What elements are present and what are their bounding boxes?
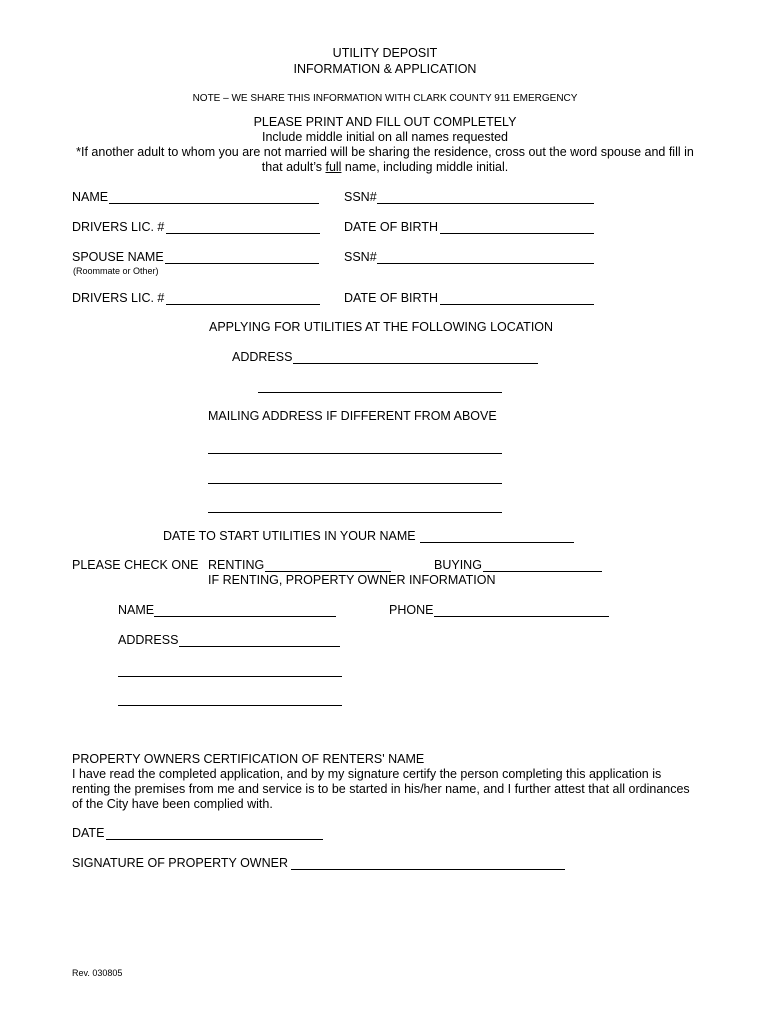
instruction-full-name-pre: that adult’s [261, 160, 326, 174]
drivers-lic-field[interactable] [166, 233, 320, 234]
certification-text-line1: I have read the completed application, and by my signature certify the person completing this application is [72, 767, 662, 781]
ssn2-field[interactable] [377, 263, 594, 264]
renting-label: RENTING [208, 558, 265, 572]
mailing-address-field-3[interactable] [208, 512, 502, 513]
owner-name-label: NAME [118, 603, 155, 617]
buying-field[interactable] [483, 571, 602, 572]
owner-phone-label: PHONE [389, 603, 434, 617]
ssn2-label: SSN# [344, 250, 377, 264]
owner-address-field-3[interactable] [118, 705, 342, 706]
owner-name-field[interactable] [154, 616, 336, 617]
mailing-address-field-2[interactable] [208, 483, 502, 484]
name-label: NAME [72, 190, 109, 204]
address-field-2[interactable] [258, 392, 502, 393]
dob-field[interactable] [440, 233, 594, 234]
owner-address-field-1[interactable] [179, 646, 340, 647]
owner-address-label: ADDRESS [118, 633, 179, 647]
drivers-lic-label: DRIVERS LIC. # [72, 220, 165, 234]
owner-info-heading: IF RENTING, PROPERTY OWNER INFORMATION [208, 573, 496, 587]
mailing-address-field-1[interactable] [208, 453, 502, 454]
form-title-line1: UTILITY DEPOSIT [332, 46, 438, 60]
certification-heading: PROPERTY OWNERS CERTIFICATION OF RENTERS' NAME [72, 752, 425, 766]
cert-date-label: DATE [72, 826, 105, 840]
instruction-full-underlined: full [325, 160, 342, 174]
ssn-label: SSN# [344, 190, 377, 204]
drivers-lic2-field[interactable] [166, 304, 320, 305]
owner-signature-field[interactable] [291, 869, 565, 870]
form-title-line2: INFORMATION & APPLICATION [293, 62, 477, 76]
start-date-label: DATE TO START UTILITIES IN YOUR NAME [163, 529, 416, 543]
owner-phone-field[interactable] [434, 616, 609, 617]
owner-signature-label: SIGNATURE OF PROPERTY OWNER [72, 856, 288, 870]
renting-field[interactable] [265, 571, 391, 572]
mailing-heading: MAILING ADDRESS IF DIFFERENT FROM ABOVE [208, 409, 497, 423]
dob2-field[interactable] [440, 304, 594, 305]
spouse-roommate-note: (Roommate or Other) [73, 266, 159, 276]
certification-text-line3: of the City have been complied with. [72, 797, 273, 811]
dob2-label: DATE OF BIRTH [344, 291, 438, 305]
ssn-field[interactable] [377, 203, 594, 204]
buying-label: BUYING [434, 558, 482, 572]
drivers-lic2-label: DRIVERS LIC. # [72, 291, 165, 305]
address-field-1[interactable] [293, 363, 538, 364]
emergency-note: NOTE – WE SHARE THIS INFORMATION WITH CLARK COUNTY 911 EMERGENCY [192, 93, 578, 104]
cert-date-field[interactable] [106, 839, 323, 840]
spouse-name-label: SPOUSE NAME [72, 250, 164, 264]
name-field[interactable] [109, 203, 319, 204]
revision-code: Rev. 030805 [72, 968, 123, 978]
address-label: ADDRESS [232, 350, 293, 364]
instruction-spouse-note: *If another adult to whom you are not married will be sharing the residence, cross out the word spouse and fill in [76, 145, 694, 159]
instruction-print: PLEASE PRINT AND FILL OUT COMPLETELY [253, 115, 517, 129]
owner-address-field-2[interactable] [118, 676, 342, 677]
spouse-name-field[interactable] [165, 263, 319, 264]
instruction-full-name [0, 160, 770, 175]
instruction-full-name-post: name, including middle initial. [341, 160, 509, 174]
instruction-middle-initial: Include middle initial on all names requested [262, 130, 508, 144]
check-one-label: PLEASE CHECK ONE [72, 558, 199, 572]
start-date-field[interactable] [420, 542, 574, 543]
location-heading: APPLYING FOR UTILITIES AT THE FOLLOWING LOCATION [209, 320, 554, 334]
dob-label: DATE OF BIRTH [344, 220, 438, 234]
certification-text-line2: renting the premises from me and service is to be started in his/her name, and I further attest that all ordinances [72, 782, 690, 796]
